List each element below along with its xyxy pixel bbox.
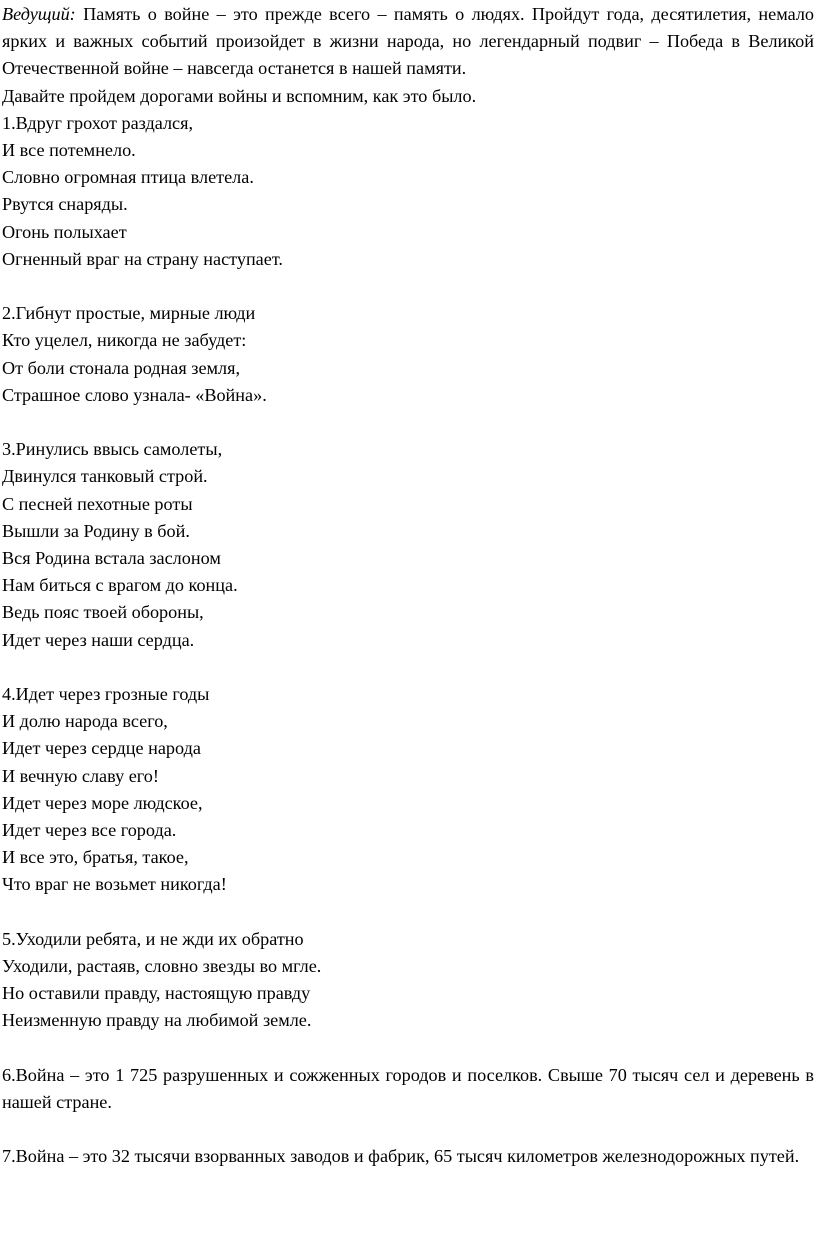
verse-line: И все потемнело. [2, 140, 136, 161]
verse-line: Идет через все города. [2, 820, 177, 841]
verse-line: Вся Родина встала заслоном [2, 548, 221, 569]
verse-line: 1.Вдруг грохот раздался, [2, 112, 194, 133]
stanza-gap [2, 654, 816, 681]
invite-line: Давайте пройдем дорогами войны и вспомним, как это было. [2, 85, 477, 106]
verse-2 [2, 300, 814, 409]
verse-line: Неизменную правду на любимой земле. [2, 1010, 312, 1031]
stanza-gap [2, 899, 816, 926]
verse-line: Ведь пояс твоей обороны, [2, 602, 204, 623]
stanza-gap [2, 273, 816, 300]
verse-line: Словно огромная птица влетела. [2, 167, 254, 188]
verse-line: От боли стонала родная земля, [2, 357, 241, 378]
verse-line: Уходили, растаяв, словно звезды во мгле. [2, 956, 322, 977]
verse-line: Рвутся снаряды. [2, 194, 128, 215]
verse-7: 7.Война – это 32 тысячи взорванных заводов и фабрик, 65 тысяч километров железнодорожных путей. [2, 1146, 800, 1167]
verse-6: 6.Война – это 1 725 разрушенных и сожженных городов и поселков. Свыше 70 тысяч сел и деревень в нашей стране. [2, 1064, 814, 1113]
verse-line: И долю народа всего, [2, 711, 168, 732]
verse-line: И все это, братья, такое, [2, 847, 189, 868]
stanza-gap [2, 409, 816, 436]
verse-line: С песней пехотные роты [2, 493, 193, 514]
verse-line: Идет через наши сердца. [2, 629, 195, 650]
verse-line: Огненный враг на страну наступает. [2, 248, 283, 269]
speaker-label: Ведущий: [2, 4, 76, 24]
verse-line: 3.Ринулись ввысь самолеты, [2, 439, 223, 460]
verse-line: 5.Уходили ребята, и не жди их обратно [2, 928, 304, 949]
verse-5 [2, 926, 814, 1035]
verse-4 [2, 681, 814, 899]
verse-line: И вечную славу его! [2, 765, 159, 786]
verse-line: Вышли за Родину в бой. [2, 520, 190, 541]
verse-line: Огонь полыхает [2, 221, 127, 242]
verse-line: 4.Идет через грозные годы [2, 684, 210, 705]
verse-line: Нам биться с врагом до конца. [2, 575, 238, 596]
verse-line: Но оставили правду, настоящую правду [2, 983, 311, 1004]
verse-line: Идет через море людское, [2, 792, 203, 813]
verse-line: Страшное слово узнала- «Война». [2, 384, 267, 405]
verse-1 [2, 110, 814, 273]
intro-paragraph [2, 1, 814, 83]
stanza-gap [2, 1116, 816, 1143]
verse-line: Идет через сердце народа [2, 738, 201, 759]
verse-line: Что враг не возьмет никогда! [2, 874, 227, 895]
verse-line: Двинулся танковый строй. [2, 466, 208, 487]
verse-line: 2.Гибнут простые, мирные люди [2, 303, 256, 324]
intro-text: Память о войне – это прежде всего – память о людях. Пройдут года, десятилетия, немало ярких и важных событий произойдет в жизни народа, но легендарный подвиг – Победа в Великой Отечественной войне – навсегда останется в нашей памяти. [2, 4, 814, 79]
verse-line: Кто уцелел, никогда не забудет: [2, 330, 247, 351]
verse-3 [2, 436, 814, 654]
stanza-gap [2, 1035, 816, 1062]
